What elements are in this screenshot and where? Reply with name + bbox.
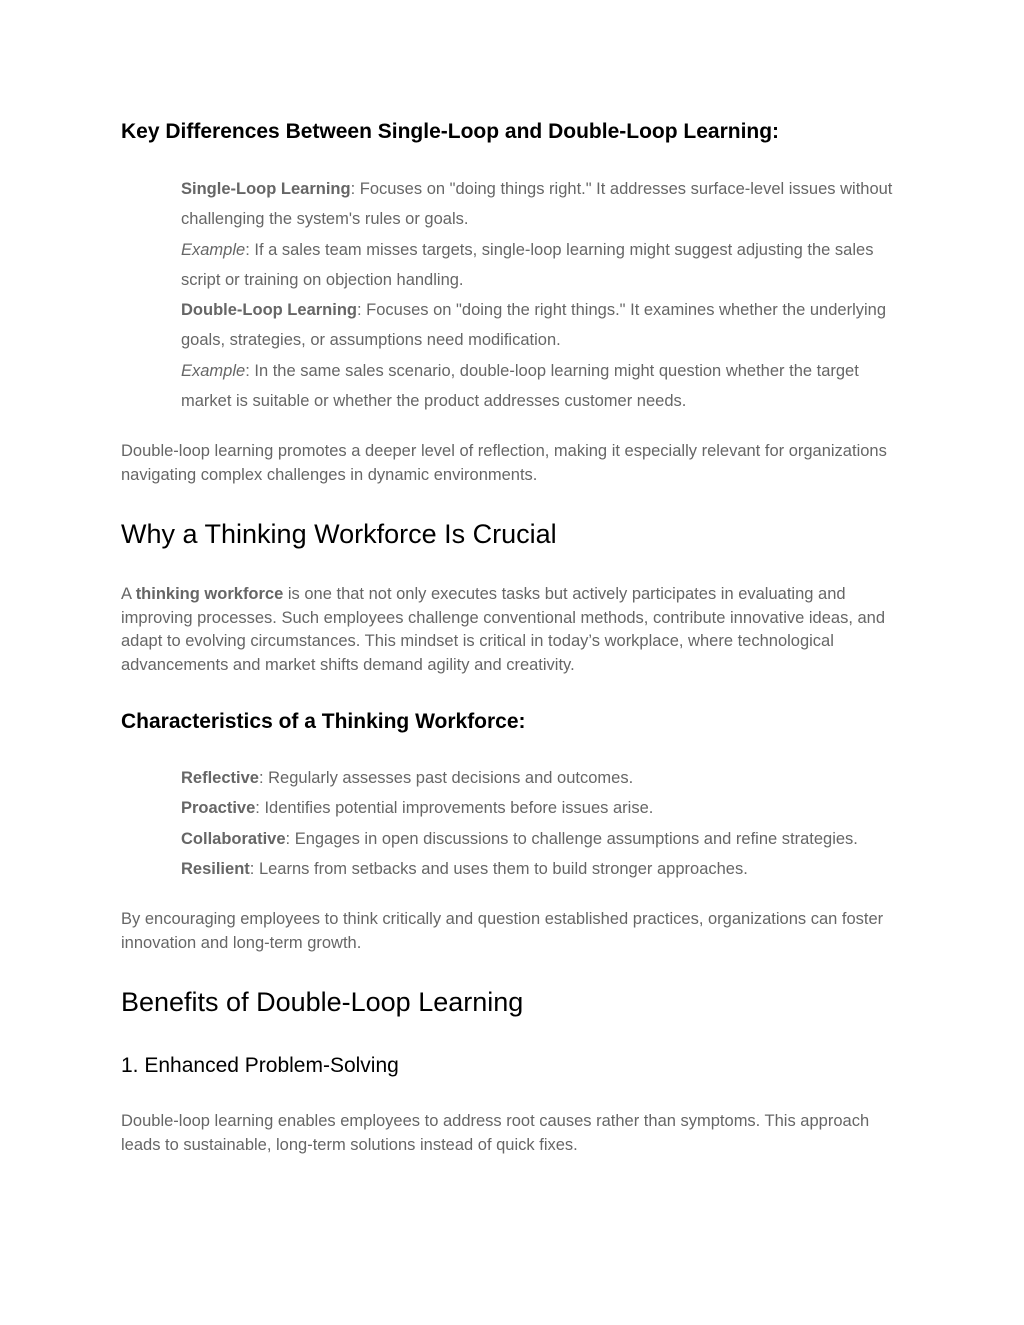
example-text: : If a sales team misses targets, single-loop learning might suggest adjusting the sales script or training on objection handling. xyxy=(181,240,874,289)
characteristic-term: Collaborative xyxy=(181,829,286,848)
list-item xyxy=(181,174,911,235)
example-term: Example xyxy=(181,361,246,380)
single-loop-term: Single-Loop Learning xyxy=(181,180,351,198)
characteristic-text: : Identifies potential improvements before issues arise. xyxy=(255,799,654,818)
double-loop-text: : Focuses on "doing the right things." It examines whether the underlying goals, strategies, or assumptions need modification. xyxy=(181,301,886,350)
example-text: : In the same sales scenario, double-loop learning might question whether the target market is suitable or whether the product addresses customer needs. xyxy=(181,361,859,411)
characteristic-term: Resilient xyxy=(181,859,250,878)
enhanced-problem-solving-text: Double-loop learning enables employees to address root causes rather than symptoms. This approach leads to sustainable, long-term solutions instead of quick fixes. xyxy=(121,1112,870,1154)
characteristics-heading: Characteristics of a Thinking Workforce: xyxy=(121,710,526,733)
characteristics-summary: By encouraging employees to think critically and question established practices, organizations can foster innovation and long-term growth. xyxy=(121,910,884,952)
intro-prefix: A xyxy=(121,585,136,603)
key-differences-list xyxy=(181,174,911,416)
list-item xyxy=(181,824,911,854)
benefits-heading: Benefits of Double-Loop Learning xyxy=(121,987,524,1017)
key-differences-summary: Double-loop learning promotes a deeper level of reflection, making it especially relevant for organizations navigating complex challenges in dynamic environments. xyxy=(121,442,887,484)
list-item xyxy=(181,356,911,417)
intro-text: is one that not only executes tasks but actively participates in evaluating and improving processes. Such employees challenge conventional methods, contribute innovative ideas, and adapt to evolving circumstances. This mindset is critical in today’s workplace, where technological advancements and market shifts demand agility and creativity. xyxy=(121,585,886,674)
characteristic-text: : Regularly assesses past decisions and outcomes. xyxy=(258,769,634,787)
characteristics-list xyxy=(181,763,911,884)
thinking-workforce-term: thinking workforce xyxy=(135,585,284,603)
list-item xyxy=(181,235,911,296)
list-item xyxy=(181,854,911,884)
characteristic-term: Proactive xyxy=(181,799,256,818)
example-term: Example xyxy=(181,240,246,259)
characteristic-term: Reflective xyxy=(181,769,259,787)
enhanced-problem-solving-heading: 1. Enhanced Problem-Solving xyxy=(121,1054,399,1077)
characteristic-text: : Engages in open discussions to challenge assumptions and refine strategies. xyxy=(285,829,858,848)
single-loop-text: : Focuses on "doing things right." It addresses surface-level issues without challenging the system's rules or goals. xyxy=(181,180,893,229)
thinking-workforce-intro xyxy=(121,583,911,677)
double-loop-term: Double-Loop Learning xyxy=(181,301,357,320)
thinking-workforce-heading: Why a Thinking Workforce Is Crucial xyxy=(121,519,557,549)
characteristic-text: : Learns from setbacks and uses them to build stronger approaches. xyxy=(249,859,748,878)
list-item xyxy=(181,295,911,356)
list-item xyxy=(181,793,911,823)
key-differences-heading: Key Differences Between Single-Loop and Double-Loop Learning: xyxy=(121,120,780,143)
list-item xyxy=(181,763,911,793)
